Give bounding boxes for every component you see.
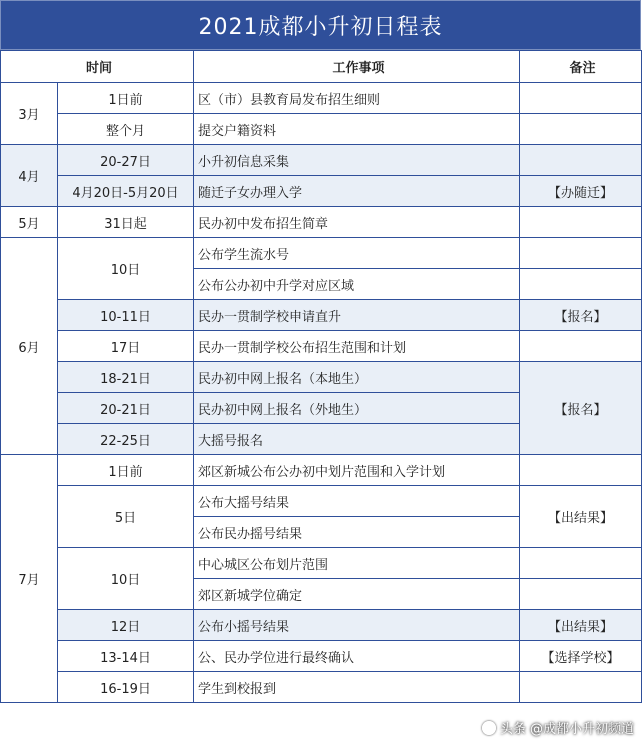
date-cell: 13-14日 [58,641,194,672]
watermark [482,718,634,737]
table-row [1,145,642,176]
note-cell [520,269,642,300]
date-cell: 4月20日-5月20日 [58,176,194,207]
table-row [1,548,642,579]
item-cell: 中心城区公布划片范围 [194,548,520,579]
item-cell: 小升初信息采集 [194,145,520,176]
table-row [1,176,642,207]
note-cell [520,114,642,145]
date-cell: 31日起 [58,207,194,238]
header-work: 工作事项 [194,51,520,83]
date-cell: 10日 [58,548,194,610]
date-cell: 1日前 [58,83,194,114]
month-cell: 6月 [1,238,58,455]
date-cell: 20-21日 [58,393,194,424]
table-row [1,83,642,114]
table-row [1,362,642,393]
item-cell: 民办初中发布招生简章 [194,207,520,238]
note-cell [520,207,642,238]
date-cell: 1日前 [58,455,194,486]
item-cell: 公布民办摇号结果 [194,517,520,548]
date-cell: 18-21日 [58,362,194,393]
table-row [1,672,642,703]
note-cell [520,83,642,114]
item-cell: 大摇号报名 [194,424,520,455]
item-cell: 公布学生流水号 [194,238,520,269]
watermark-text: 头条 @成都小升初频道 [499,722,634,737]
item-cell: 公布小摇号结果 [194,610,520,641]
table-row [1,300,642,331]
month-cell: 7月 [1,455,58,703]
item-cell: 郊区新城公布公办初中划片范围和入学计划 [194,455,520,486]
item-cell: 随迁子女办理入学 [194,176,520,207]
date-cell: 22-25日 [58,424,194,455]
table-row [1,238,642,269]
header-note: 备注 [520,51,642,83]
note-cell [520,548,642,579]
item-cell: 学生到校报到 [194,672,520,703]
date-cell: 16-19日 [58,672,194,703]
note-cell: 【出结果】 [520,486,642,548]
header-row [1,51,642,83]
note-cell [520,145,642,176]
note-cell [520,331,642,362]
item-cell: 民办一贯制学校公布招生范围和计划 [194,331,520,362]
date-cell: 12日 [58,610,194,641]
note-cell [520,238,642,269]
item-cell: 民办一贯制学校申请直升 [194,300,520,331]
table-row [1,455,642,486]
toutiao-logo-icon [482,721,496,735]
note-cell: 【办随迁】 [520,176,642,207]
item-cell: 郊区新城学位确定 [194,579,520,610]
table-row [1,610,642,641]
note-cell [520,455,642,486]
date-cell: 20-27日 [58,145,194,176]
month-cell: 4月 [1,145,58,207]
date-cell: 17日 [58,331,194,362]
item-cell: 区（市）县教育局发布招生细则 [194,83,520,114]
date-cell: 10-11日 [58,300,194,331]
note-cell: 【报名】 [520,362,642,455]
note-cell: 【出结果】 [520,610,642,641]
month-cell: 3月 [1,83,58,145]
item-cell: 公布公办初中升学对应区域 [194,269,520,300]
note-cell [520,672,642,703]
table-row [1,486,642,517]
table-row [1,641,642,672]
header-time: 时间 [1,51,194,83]
page-title: 2021成都小升初日程表 [0,0,641,50]
date-cell: 10日 [58,238,194,300]
item-cell: 民办初中网上报名（外地生） [194,393,520,424]
note-cell [520,579,642,610]
month-cell: 5月 [1,207,58,238]
item-cell: 提交户籍资料 [194,114,520,145]
note-cell: 【选择学校】 [520,641,642,672]
table-row [1,331,642,362]
item-cell: 公、民办学位进行最终确认 [194,641,520,672]
table-row [1,114,642,145]
item-cell: 公布大摇号结果 [194,486,520,517]
date-cell: 5日 [58,486,194,548]
schedule-table [0,50,642,703]
date-cell: 整个月 [58,114,194,145]
item-cell: 民办初中网上报名（本地生） [194,362,520,393]
note-cell: 【报名】 [520,300,642,331]
table-row [1,207,642,238]
